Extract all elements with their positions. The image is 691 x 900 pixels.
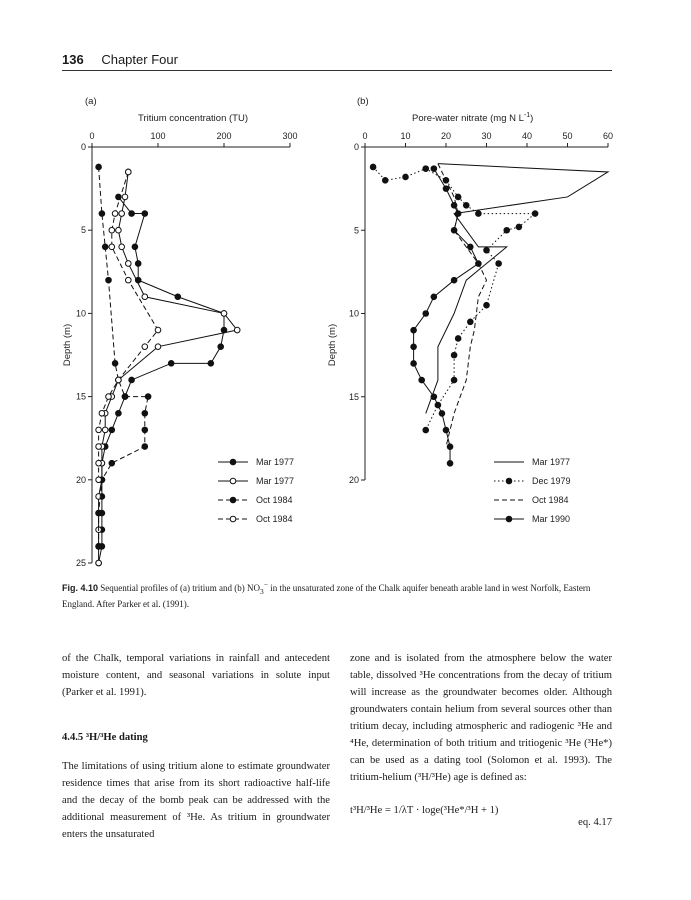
data-point <box>142 427 148 433</box>
data-point <box>431 394 437 400</box>
x-tick-label: 100 <box>150 131 166 141</box>
data-point <box>370 164 376 170</box>
data-point <box>135 261 141 267</box>
data-point <box>142 344 148 350</box>
data-point <box>423 427 429 433</box>
x-tick-label: 30 <box>481 131 492 141</box>
data-point <box>431 166 437 172</box>
data-point <box>96 560 102 566</box>
data-point <box>122 394 128 400</box>
data-point <box>109 244 115 250</box>
legend-marker <box>506 516 512 522</box>
data-point <box>96 544 102 550</box>
data-point <box>106 277 112 283</box>
data-point <box>423 166 429 172</box>
legend-marker <box>506 478 512 484</box>
data-point <box>476 211 482 217</box>
y-tick-label: 10 <box>75 308 86 319</box>
data-point <box>116 227 122 233</box>
data-point <box>99 211 105 217</box>
data-point <box>96 460 102 466</box>
data-point <box>468 319 474 325</box>
legend-label: Mar 1977 <box>256 457 295 467</box>
data-point <box>463 202 469 208</box>
data-point <box>122 194 128 200</box>
data-point <box>451 227 457 233</box>
data-point <box>532 211 538 217</box>
caption-sup: − <box>263 580 268 589</box>
x-tick-label: 40 <box>521 131 533 141</box>
data-point <box>175 294 181 300</box>
data-point <box>102 244 108 250</box>
data-point <box>99 410 105 416</box>
panel-b-legend <box>494 457 571 524</box>
equation-rhs: 1/λT · loge(³He*/³H + 1) <box>393 805 499 816</box>
panel-b-xlabel: Pore-water nitrate (mg N $L^{-1}$) <box>412 112 534 124</box>
data-point <box>411 327 417 333</box>
data-point <box>221 311 227 317</box>
legend-label: Mar 1990 <box>532 514 571 524</box>
data-point <box>382 178 388 184</box>
data-point <box>129 211 135 217</box>
x-tick-label: 50 <box>562 131 573 141</box>
panel-a-ylabel: Depth (m) <box>62 323 73 367</box>
data-point <box>155 344 161 350</box>
data-point <box>126 169 132 175</box>
data-point <box>451 352 457 358</box>
data-point <box>142 444 148 450</box>
series-line <box>426 164 608 414</box>
equation-label: eq. 4.17 <box>578 817 612 828</box>
data-point <box>142 410 148 416</box>
left-paragraph-2: The limitations of using tritium alone to estimate groundwater residence times that arise from its short radioactive half-life and the decay of the bomb peak can be addressed with the additional measurement of ³He. As tritium in groundwater enters the unsaturated <box>62 761 330 840</box>
x-tick-label: 0 <box>89 131 95 141</box>
data-point <box>109 427 115 433</box>
data-point <box>451 277 457 283</box>
caption-text-after: in the unsaturated zone of the Chalk aquifer beneath arable land in west Norfolk, Eastern England. After Parker et al. (1991). <box>62 583 591 609</box>
data-point <box>516 224 522 230</box>
data-point <box>109 460 115 466</box>
data-point <box>142 294 148 300</box>
y-tick-label: 15 <box>348 391 359 402</box>
data-point <box>96 510 102 516</box>
panel-b-yticks <box>349 142 365 485</box>
y-tick-label: 25 <box>75 558 86 568</box>
data-point <box>208 361 214 367</box>
data-point <box>132 244 138 250</box>
data-point <box>451 377 457 383</box>
x-tick-label: 10 <box>400 131 411 141</box>
data-point <box>504 227 510 233</box>
panel-b-series <box>370 164 608 467</box>
data-point <box>423 311 429 317</box>
panel-a-xticks <box>89 131 297 147</box>
data-point <box>451 202 457 208</box>
data-point <box>443 427 449 433</box>
series-line <box>99 172 158 480</box>
equation-4-17 <box>350 805 612 845</box>
data-point <box>106 394 112 400</box>
y-tick-label: 0 <box>353 142 359 152</box>
legend-label: Mar 1977 <box>532 457 571 467</box>
x-tick-label: 60 <box>602 131 614 141</box>
right-paragraph: zone and is isolated from the atmosphere below the water table, dissolved ³He concentrations from the decay of tritium will increase as the groundwater becomes older. Although groundwaters contain helium from several sources other than tritium decay, including atmospheric and radiogenic ³He and ⁴He, determination of both tritium and tritiogenic ³He (³He*) can be used as a dating tool (Solomon et al. 1993). The tritium-helium (³H/³He) age is defined as: <box>350 653 612 783</box>
x-tick-label: 300 <box>282 131 298 141</box>
data-point <box>96 427 102 433</box>
data-point <box>411 361 417 367</box>
panel-b-ylabel: Depth (m) <box>327 323 338 367</box>
series-line <box>414 169 479 464</box>
data-point <box>119 211 125 217</box>
data-point <box>126 277 132 283</box>
panel-b-label: (b) <box>357 96 369 107</box>
legend-marker <box>230 459 236 465</box>
data-point <box>96 164 102 170</box>
data-point <box>439 411 445 417</box>
data-point <box>455 336 461 342</box>
panel-a-series <box>96 164 240 566</box>
panel-a-label: (a) <box>85 96 97 107</box>
data-point <box>484 302 490 308</box>
data-point <box>447 444 453 450</box>
legend-marker <box>230 497 236 503</box>
data-point <box>116 377 122 383</box>
series-line <box>99 167 149 546</box>
data-point <box>484 247 490 253</box>
data-point <box>155 327 161 333</box>
legend-label: Oct 1984 <box>532 495 569 505</box>
data-point <box>102 427 108 433</box>
data-point <box>109 227 115 233</box>
panel-a-xlabel: Tritium concentration (TU) <box>138 113 248 124</box>
data-point <box>168 361 174 367</box>
data-point <box>112 211 118 217</box>
y-tick-label: 0 <box>80 142 86 152</box>
page-number: 136 <box>62 52 84 67</box>
section-heading: 4.4.5 ³H/³He dating <box>62 732 148 743</box>
figure-caption <box>62 578 622 611</box>
left-paragraph-1: of the Chalk, temporal variations in rainfall and antecedent moisture content, and seasonal variations in solute input (Parker et al. 1991). <box>62 653 330 698</box>
y-tick-label: 5 <box>353 225 359 236</box>
chapter-title: Chapter Four <box>101 52 178 67</box>
y-tick-label: 10 <box>348 308 359 319</box>
data-point <box>218 344 224 350</box>
legend-label: Oct 1984 <box>256 495 293 505</box>
data-point <box>145 394 151 400</box>
caption-text-before: Sequential profiles of (a) tritium and (b) NO <box>100 583 260 593</box>
equation-lhs: t³H/³He = <box>350 805 394 816</box>
data-point <box>116 410 122 416</box>
series-line <box>438 164 487 447</box>
y-tick-label: 20 <box>348 475 359 485</box>
data-point <box>142 211 148 217</box>
data-point <box>411 344 417 350</box>
x-tick-label: 0 <box>362 131 368 141</box>
data-point <box>443 186 449 192</box>
caption-sub: 3 <box>259 586 264 596</box>
data-point <box>431 294 437 300</box>
legend-label: Oct 1984 <box>256 514 293 524</box>
legend-label: Mar 1977 <box>256 476 295 486</box>
data-point <box>419 377 425 383</box>
legend-marker <box>230 516 236 522</box>
y-tick-label: 20 <box>75 474 86 485</box>
data-point <box>234 327 240 333</box>
data-point <box>447 461 453 467</box>
x-tick-label: 20 <box>440 131 452 141</box>
data-point <box>455 194 461 200</box>
data-point <box>468 244 474 250</box>
y-tick-label: 5 <box>80 225 86 236</box>
legend-label: Dec 1979 <box>532 476 571 486</box>
data-point <box>129 377 135 383</box>
data-point <box>403 174 409 180</box>
data-point <box>455 211 461 217</box>
panel-b-xticks <box>362 131 613 147</box>
data-point <box>112 361 118 367</box>
data-point <box>126 261 132 267</box>
caption-label: Fig. 4.10 <box>62 583 99 593</box>
x-tick-label: 200 <box>216 131 232 141</box>
y-tick-label: 15 <box>75 391 86 402</box>
data-point <box>496 261 502 267</box>
data-point <box>119 244 125 250</box>
legend-marker <box>230 478 236 484</box>
data-point <box>96 477 102 483</box>
panel-a-legend <box>218 457 294 524</box>
panel-a-yticks <box>76 142 92 568</box>
data-point <box>96 444 102 450</box>
data-point <box>476 261 482 267</box>
